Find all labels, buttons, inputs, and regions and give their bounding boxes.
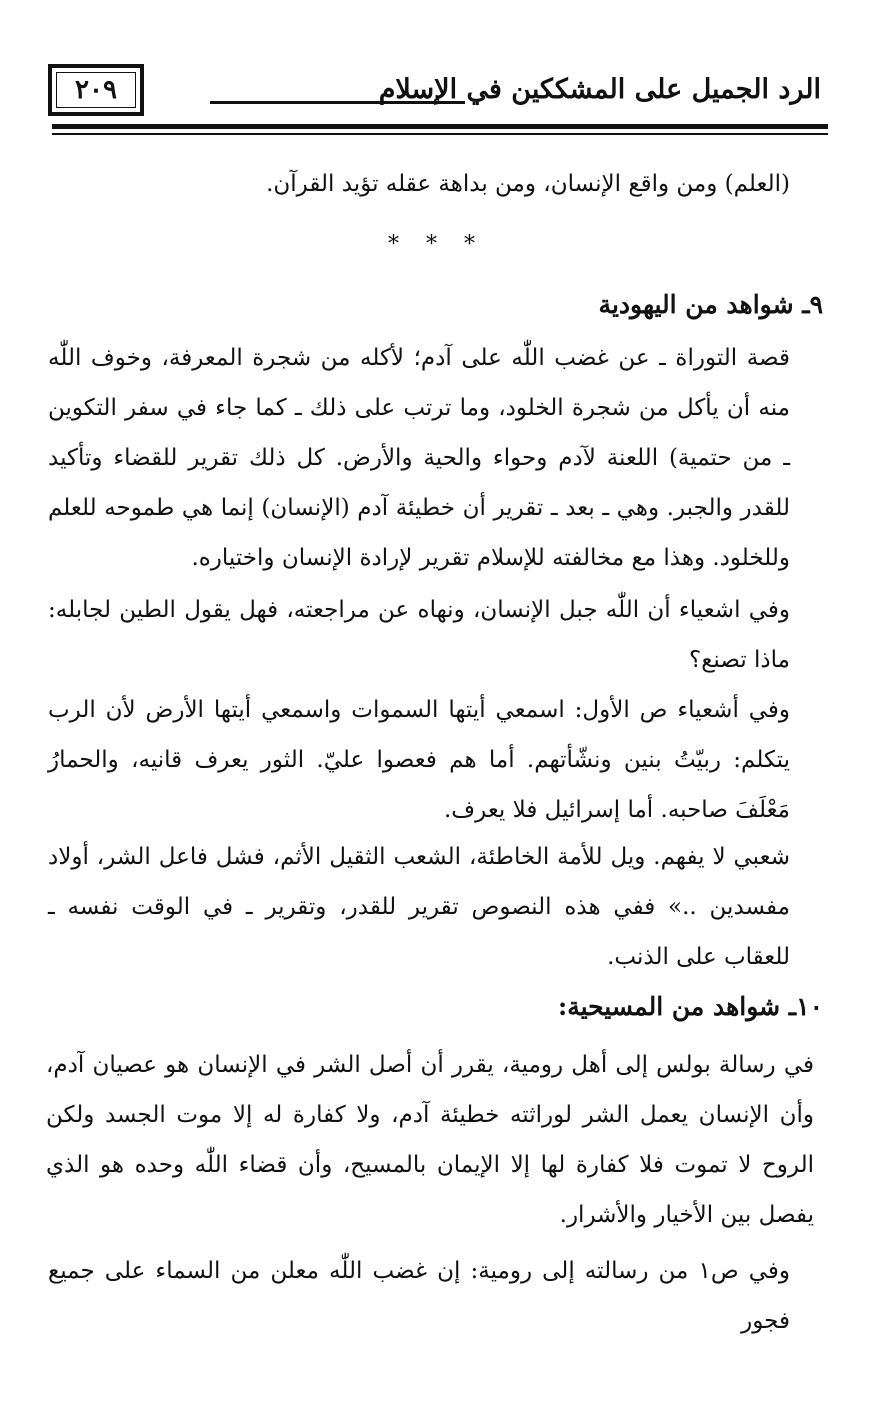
section-9-paragraph-1: قصة التوراة ـ عن غضب اللّٰه على آدم؛ لأكله من شجرة المعرفة، وخوف اللّٰه منه أن يأكل من شجرة الخلود، وما ترتب على ذلك ـ كما جاء في سفر التكوين ـ من حتمية) اللعنة لآدم وحواء والحية والأرض. كل ذلك تقرير للقضاء وتأكيد للقدر والجبر. وهي ـ بعد ـ تقرير أن خطيئة آدم (الإنسان) إنما هي طموحه للعلم وللخلود. وهذا مع مخالفته للإسلام تقرير لإرادة الإنسان واختياره. <box>48 345 790 571</box>
section-10-paragraph-1: في رسالة بولس إلى أهل رومية، يقرر أن أصل الشر في الإنسان هو عصيان آدم، وأن الإنسان يعمل الشر لوراثته خطيئة آدم، ولا كفارة له إلا موت الجسد ولكن الروح لا تموت فلا كفارة لها إلا الإيمان بالمسيح، وأن قضاء اللّٰه وحده هو الذي يفصل بين الأخيار والأشرار. <box>46 1052 814 1228</box>
section-9-paragraph-4: شعبي لا يفهم. ويل للأمة الخاطئة، الشعب الثقيل الأثم، فشل فاعل الشر، أولاد مفسدين ..» ففي هذه النصوص تقرير للقدر، وتقرير ـ في الوقت نفسه ـ للعقاب على الذنب. <box>48 844 790 970</box>
header-rule-thin <box>52 133 828 135</box>
page-number-box <box>48 64 144 116</box>
header-rule-thick <box>52 124 828 129</box>
section-9-heading: ٩ـ شواهد من اليهودية <box>598 290 823 319</box>
section-separator: * * * <box>388 232 485 257</box>
section-10-heading: ١٠ـ شواهد من المسيحية: <box>557 992 823 1021</box>
page-number: ٢٠٩ <box>75 75 117 105</box>
section-9-paragraph-3: وفي أشعياء ص الأول: اسمعي أيتها السموات واسمعي أيتها الأرض لأن الرب يتكلم: ربيّتُ بنين ونشّأتهم. أما هم فعصوا عليّ. الثور يعرف قانيه، والحمارُ مَعْلَفَ صاحبه. أما إسرائيل فلا يعرف. <box>48 697 790 823</box>
intro-line: (العلم) ومن واقع الإنسان، ومن بداهة عقله تؤيد القرآن. <box>266 171 790 197</box>
running-title: الرد الجميل على المشككين في الإسلام <box>378 74 821 105</box>
section-9-paragraph-2: وفي اشعياء أن اللّٰه جبل الإنسان، ونهاه عن مراجعته، فهل يقول الطين لجابله: ماذا تصنع؟ <box>48 597 790 673</box>
section-10-paragraph-2: وفي ص١ من رسالته إلى رومية: إن غضب اللّٰه معلن من السماء على جميع فجور <box>48 1258 790 1334</box>
